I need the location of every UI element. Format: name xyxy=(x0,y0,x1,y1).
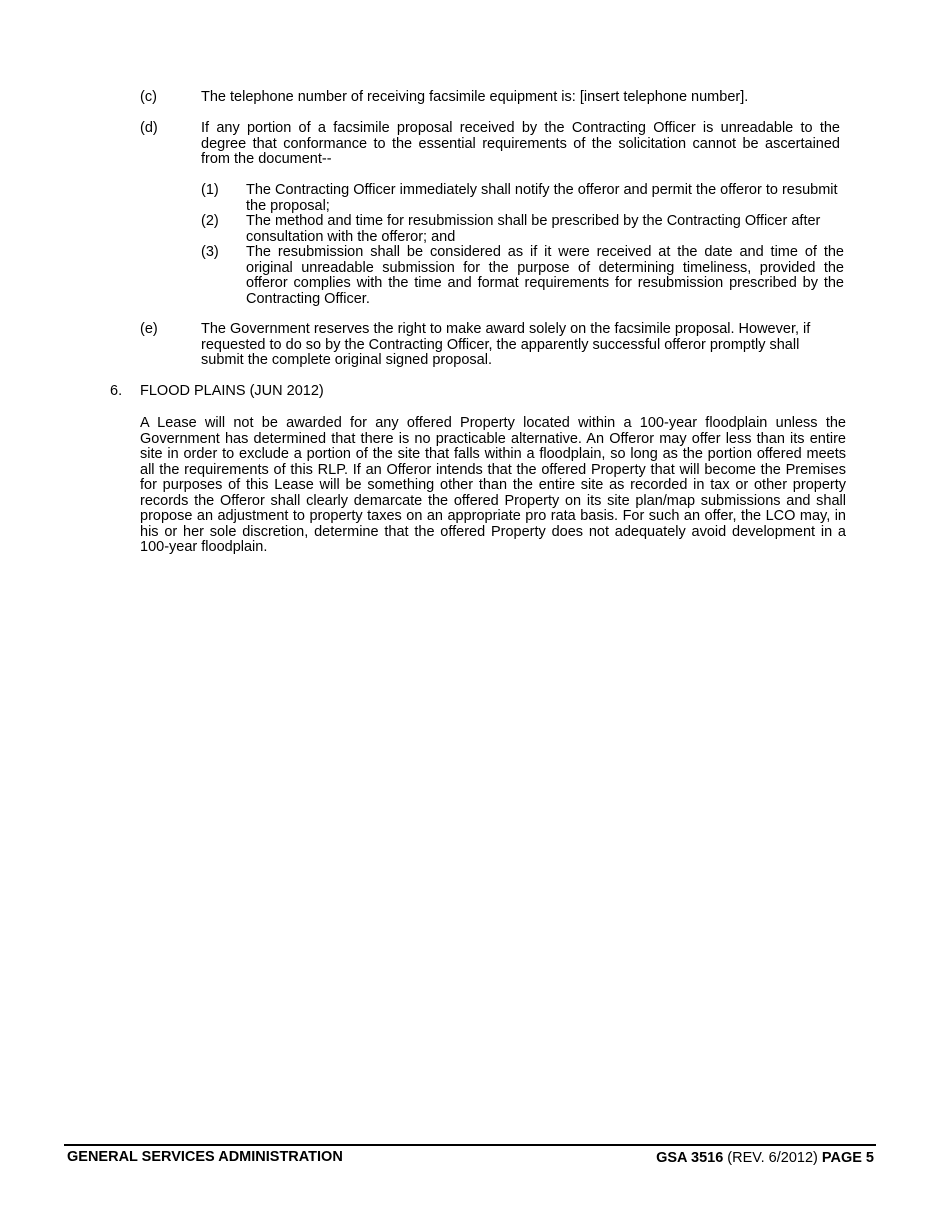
footer-form-number: GSA 3516 xyxy=(656,1150,724,1166)
subitem-3-label: (3) xyxy=(201,244,219,260)
subitem-1-text: The Contracting Officer immediately shall notify the offeror and permit the offeror to resubmit the proposal; xyxy=(246,182,838,214)
subitem-1-label: (1) xyxy=(201,182,219,198)
item-e-label: (e) xyxy=(140,321,158,337)
subitem-2-label: (2) xyxy=(201,213,219,229)
item-d-label: (d) xyxy=(140,120,158,136)
subitem-3-text: The resubmission shall be considered as if it were received at the date and time of the original unreadable submission for the purpose of determining timeliness, provided the offeror complies with the time and format requirements for resubmission prescribed by the Contracting Officer. xyxy=(246,244,844,307)
footer-page-number: PAGE 5 xyxy=(821,1150,874,1166)
footer-agency: GENERAL SERVICES ADMINISTRATION xyxy=(67,1149,343,1165)
section-number: 6. xyxy=(110,383,123,399)
item-c-text: The telephone number of receiving facsimile equipment is: [insert telephone number]. xyxy=(201,89,749,105)
footer-form-info xyxy=(656,1151,874,1167)
item-e-text: The Government reserves the right to make award solely on the facsimile proposal. However, if requested to do so by the Contracting Officer, the apparently successful offeror promptly shall submit the complete original signed proposal. xyxy=(201,321,811,368)
item-c-label: (c) xyxy=(140,89,157,105)
footer-rule xyxy=(64,1144,876,1146)
item-d-text: If any portion of a facsimile proposal received by the Contracting Officer is unreadable to the degree that conformance to the essential requirements of the solicitation cannot be ascertained from the document-- xyxy=(201,120,840,167)
subitem-2-text: The method and time for resubmission shall be prescribed by the Contracting Officer after consultation with the offeror; and xyxy=(246,213,821,245)
footer-revision: (REV. 6/2012) xyxy=(727,1150,818,1166)
section-heading: FLOOD PLAINS (JUN 2012) xyxy=(140,383,324,399)
section-body: A Lease will not be awarded for any offered Property located within a 100-year floodplain unless the Government has determined that there is no practicable alternative. An Offeror may offer less than its entire site in order to exclude a portion of the site that falls within a floodplain, so long as the portion offered meets all the requirements of this RLP. If an Offeror intends that the offered Property that will become the Premises for purposes of this Lease will be something other than the entire site as recorded in tax or other property records the Offeror shall clearly demarcate the offered Property on its site plan/map submissions and shall propose an adjustment to property taxes on an appropriate pro rata basis. For such an offer, the LCO may, in his or her sole discretion, determine that the offered Property does not adequately avoid development in a 100-year floodplain. xyxy=(140,415,846,555)
